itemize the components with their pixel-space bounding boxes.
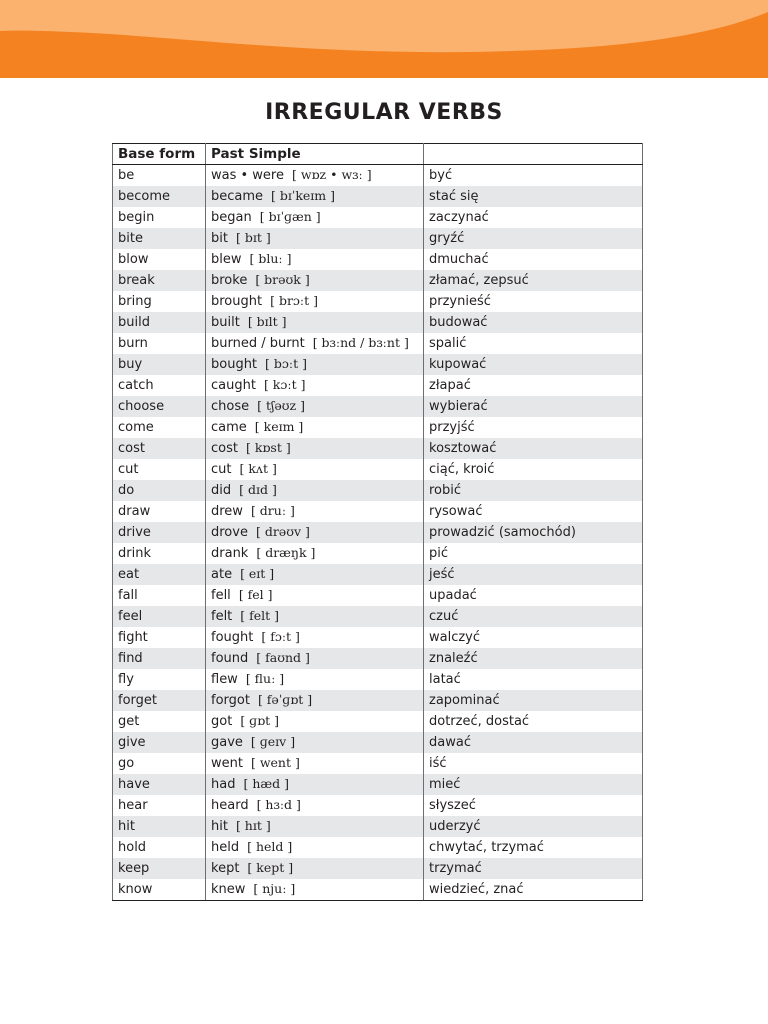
table-row xyxy=(113,753,643,774)
table-row xyxy=(113,711,643,732)
past-form: built xyxy=(211,315,240,330)
wave-graphic xyxy=(0,0,768,78)
past-form: found xyxy=(211,651,249,666)
table-row xyxy=(113,396,643,417)
base-form-cell: hear xyxy=(113,795,206,816)
phonetic-transcription: [ fəˈɡɒt ] xyxy=(257,692,313,707)
translation-cell: złamać, zepsuć xyxy=(424,270,643,291)
phonetic-transcription: [ brəʊk ] xyxy=(255,272,310,287)
past-simple-cell xyxy=(206,480,424,501)
table-row xyxy=(113,606,643,627)
translation-cell: gryźć xyxy=(424,228,643,249)
phonetic-transcription: [ fluː ] xyxy=(245,671,285,686)
base-form-cell: break xyxy=(113,270,206,291)
table-header-row xyxy=(113,144,643,165)
phonetic-transcription: [ kɒst ] xyxy=(245,440,291,455)
past-form: gave xyxy=(211,735,243,750)
past-form: caught xyxy=(211,378,256,393)
translation-cell: walczyć xyxy=(424,627,643,648)
past-form: began xyxy=(211,210,252,225)
table-row xyxy=(113,249,643,270)
past-simple-cell xyxy=(206,606,424,627)
past-simple-cell xyxy=(206,228,424,249)
translation-cell: iść xyxy=(424,753,643,774)
table-row xyxy=(113,627,643,648)
table-row xyxy=(113,879,643,901)
table-row xyxy=(113,543,643,564)
table-row xyxy=(113,522,643,543)
base-form-cell: buy xyxy=(113,354,206,375)
translation-cell: dotrzeć, dostać xyxy=(424,711,643,732)
past-simple-cell xyxy=(206,816,424,837)
phonetic-transcription: [ njuː ] xyxy=(253,881,296,896)
translation-cell: dmuchać xyxy=(424,249,643,270)
base-form-cell: know xyxy=(113,879,206,901)
table-row xyxy=(113,816,643,837)
phonetic-transcription: [ ɡeɪv ] xyxy=(250,734,296,749)
past-form: fell xyxy=(211,588,231,603)
base-form-cell: fly xyxy=(113,669,206,690)
past-simple-cell xyxy=(206,522,424,543)
past-simple-cell xyxy=(206,732,424,753)
table-row xyxy=(113,501,643,522)
past-form: cut xyxy=(211,462,232,477)
past-simple-cell xyxy=(206,459,424,480)
past-simple-cell xyxy=(206,879,424,901)
phonetic-transcription: [ felt ] xyxy=(240,608,280,623)
base-form-cell: hold xyxy=(113,837,206,858)
translation-cell: latać xyxy=(424,669,643,690)
base-form-cell: keep xyxy=(113,858,206,879)
translation-cell: przynieść xyxy=(424,291,643,312)
table-row xyxy=(113,774,643,795)
table-row xyxy=(113,585,643,606)
past-simple-cell xyxy=(206,312,424,333)
table-row xyxy=(113,732,643,753)
past-simple-cell xyxy=(206,837,424,858)
translation-cell: ciąć, kroić xyxy=(424,459,643,480)
header-past-simple: Past Simple xyxy=(206,144,424,165)
past-simple-cell xyxy=(206,249,424,270)
phonetic-transcription: [ dɪd ] xyxy=(239,482,277,497)
table-row xyxy=(113,354,643,375)
base-form-cell: eat xyxy=(113,564,206,585)
translation-cell: zapominać xyxy=(424,690,643,711)
phonetic-transcription: [ faʊnd ] xyxy=(256,650,310,665)
phonetic-transcription: [ druː ] xyxy=(250,503,295,518)
past-form: had xyxy=(211,777,236,792)
table-row xyxy=(113,564,643,585)
translation-cell: wybierać xyxy=(424,396,643,417)
table-row xyxy=(113,375,643,396)
base-form-cell: bite xyxy=(113,228,206,249)
table-row xyxy=(113,795,643,816)
base-form-cell: cost xyxy=(113,438,206,459)
base-form-cell: forget xyxy=(113,690,206,711)
phonetic-transcription: [ drəʊv ] xyxy=(255,524,310,539)
phonetic-transcription: [ bɜːnd / bɜːnt ] xyxy=(312,335,409,350)
past-form: broke xyxy=(211,273,248,288)
past-simple-cell xyxy=(206,333,424,354)
base-form-cell: bring xyxy=(113,291,206,312)
past-simple-cell xyxy=(206,795,424,816)
base-form-cell: catch xyxy=(113,375,206,396)
past-form: ate xyxy=(211,567,233,582)
translation-cell: budować xyxy=(424,312,643,333)
base-form-cell: hit xyxy=(113,816,206,837)
phonetic-transcription: [ keɪm ] xyxy=(254,419,304,434)
past-simple-cell xyxy=(206,858,424,879)
phonetic-transcription: [ held ] xyxy=(247,839,293,854)
past-simple-cell xyxy=(206,291,424,312)
past-simple-cell xyxy=(206,375,424,396)
base-form-cell: begin xyxy=(113,207,206,228)
base-form-cell: give xyxy=(113,732,206,753)
table-row xyxy=(113,480,643,501)
table-row xyxy=(113,312,643,333)
translation-cell: dawać xyxy=(424,732,643,753)
table-row xyxy=(113,459,643,480)
past-form: drove xyxy=(211,525,248,540)
base-form-cell: get xyxy=(113,711,206,732)
past-form: bit xyxy=(211,231,228,246)
past-form: bought xyxy=(211,357,258,372)
translation-cell: chwytać, trzymać xyxy=(424,837,643,858)
past-simple-cell xyxy=(206,669,424,690)
translation-cell: znaleźć xyxy=(424,648,643,669)
translation-cell: być xyxy=(424,165,643,187)
past-form: burned / burnt xyxy=(211,336,305,351)
phonetic-transcription: [ bɪt ] xyxy=(235,230,271,245)
translation-cell: mieć xyxy=(424,774,643,795)
translation-cell: zaczynać xyxy=(424,207,643,228)
translation-cell: robić xyxy=(424,480,643,501)
translation-cell: pić xyxy=(424,543,643,564)
past-form: knew xyxy=(211,882,246,897)
phonetic-transcription: [ fɔːt ] xyxy=(261,629,300,644)
past-form: blew xyxy=(211,252,242,267)
translation-cell: trzymać xyxy=(424,858,643,879)
base-form-cell: build xyxy=(113,312,206,333)
table-row xyxy=(113,291,643,312)
past-simple-cell xyxy=(206,690,424,711)
past-simple-cell xyxy=(206,165,424,187)
past-form: drank xyxy=(211,546,249,561)
past-simple-cell xyxy=(206,774,424,795)
phonetic-transcription: [ fel ] xyxy=(238,587,273,602)
past-simple-cell xyxy=(206,207,424,228)
phonetic-transcription: [ ɡɒt ] xyxy=(240,713,280,728)
table-row xyxy=(113,270,643,291)
phonetic-transcription: [ hɜːd ] xyxy=(256,797,301,812)
translation-cell: rysować xyxy=(424,501,643,522)
phonetic-transcription: [ kept ] xyxy=(247,860,294,875)
phonetic-transcription: [ bluː ] xyxy=(249,251,292,266)
past-form: felt xyxy=(211,609,233,624)
header-base-form: Base form xyxy=(113,144,206,165)
past-form: kept xyxy=(211,861,240,876)
past-form: brought xyxy=(211,294,263,309)
past-simple-cell xyxy=(206,543,424,564)
table-row xyxy=(113,417,643,438)
phonetic-transcription: [ wɒz • wɜː ] xyxy=(292,167,372,182)
orange-wave-banner xyxy=(0,0,768,78)
phonetic-transcription: [ brɔːt ] xyxy=(270,293,319,308)
translation-cell: spalić xyxy=(424,333,643,354)
translation-cell: stać się xyxy=(424,186,643,207)
base-form-cell: come xyxy=(113,417,206,438)
page-title: IRREGULAR VERBS xyxy=(265,100,503,125)
base-form-cell: draw xyxy=(113,501,206,522)
past-simple-cell xyxy=(206,354,424,375)
phonetic-transcription: [ hɪt ] xyxy=(235,818,271,833)
past-form: forgot xyxy=(211,693,250,708)
phonetic-transcription: [ went ] xyxy=(250,755,300,770)
translation-cell: złapać xyxy=(424,375,643,396)
translation-cell: jeść xyxy=(424,564,643,585)
past-form: was • were xyxy=(211,168,284,183)
translation-cell: prowadzić (samochód) xyxy=(424,522,643,543)
base-form-cell: have xyxy=(113,774,206,795)
base-form-cell: drive xyxy=(113,522,206,543)
irregular-verbs-table xyxy=(112,143,643,901)
past-form: held xyxy=(211,840,240,855)
phonetic-transcription: [ kɔːt ] xyxy=(263,377,306,392)
translation-cell: kosztować xyxy=(424,438,643,459)
phonetic-transcription: [ kʌt ] xyxy=(239,461,277,476)
phonetic-transcription: [ dræŋk ] xyxy=(256,545,316,560)
base-form-cell: become xyxy=(113,186,206,207)
base-form-cell: burn xyxy=(113,333,206,354)
translation-cell: czuć xyxy=(424,606,643,627)
base-form-cell: cut xyxy=(113,459,206,480)
base-form-cell: go xyxy=(113,753,206,774)
past-simple-cell xyxy=(206,186,424,207)
past-simple-cell xyxy=(206,564,424,585)
past-simple-cell xyxy=(206,753,424,774)
table-body xyxy=(113,165,643,901)
past-form: fought xyxy=(211,630,254,645)
phonetic-transcription: [ hæd ] xyxy=(243,776,289,791)
base-form-cell: do xyxy=(113,480,206,501)
base-form-cell: fall xyxy=(113,585,206,606)
past-simple-cell xyxy=(206,627,424,648)
table-row xyxy=(113,165,643,187)
table-row xyxy=(113,207,643,228)
table-row xyxy=(113,186,643,207)
past-simple-cell xyxy=(206,417,424,438)
phonetic-transcription: [ eɪt ] xyxy=(240,566,275,581)
past-form: did xyxy=(211,483,232,498)
phonetic-transcription: [ tʃəʊz ] xyxy=(257,398,305,413)
past-form: went xyxy=(211,756,243,771)
phonetic-transcription: [ bɔːt ] xyxy=(265,356,307,371)
past-simple-cell xyxy=(206,396,424,417)
base-form-cell: feel xyxy=(113,606,206,627)
past-simple-cell xyxy=(206,648,424,669)
base-form-cell: be xyxy=(113,165,206,187)
base-form-cell: drink xyxy=(113,543,206,564)
translation-cell: uderzyć xyxy=(424,816,643,837)
past-form: hit xyxy=(211,819,228,834)
past-simple-cell xyxy=(206,270,424,291)
translation-cell: przyjść xyxy=(424,417,643,438)
phonetic-transcription: [ bɪˈɡæn ] xyxy=(259,209,321,224)
past-simple-cell xyxy=(206,438,424,459)
past-form: drew xyxy=(211,504,243,519)
base-form-cell: find xyxy=(113,648,206,669)
table-row xyxy=(113,858,643,879)
translation-cell: wiedzieć, znać xyxy=(424,879,643,901)
past-simple-cell xyxy=(206,711,424,732)
past-form: got xyxy=(211,714,233,729)
past-form: heard xyxy=(211,798,249,813)
table-row xyxy=(113,648,643,669)
translation-cell: słyszeć xyxy=(424,795,643,816)
phonetic-transcription: [ bɪˈkeɪm ] xyxy=(271,188,335,203)
past-simple-cell xyxy=(206,501,424,522)
past-form: became xyxy=(211,189,264,204)
table-row xyxy=(113,228,643,249)
past-form: flew xyxy=(211,672,238,687)
table-row xyxy=(113,333,643,354)
translation-cell: upadać xyxy=(424,585,643,606)
past-form: chose xyxy=(211,399,250,414)
table-row xyxy=(113,837,643,858)
past-form: cost xyxy=(211,441,238,456)
header-translation xyxy=(424,144,643,165)
phonetic-transcription: [ bɪlt ] xyxy=(247,314,287,329)
past-simple-cell xyxy=(206,585,424,606)
base-form-cell: fight xyxy=(113,627,206,648)
table-row xyxy=(113,438,643,459)
table-row xyxy=(113,669,643,690)
table-row xyxy=(113,690,643,711)
base-form-cell: choose xyxy=(113,396,206,417)
past-form: came xyxy=(211,420,247,435)
translation-cell: kupować xyxy=(424,354,643,375)
base-form-cell: blow xyxy=(113,249,206,270)
